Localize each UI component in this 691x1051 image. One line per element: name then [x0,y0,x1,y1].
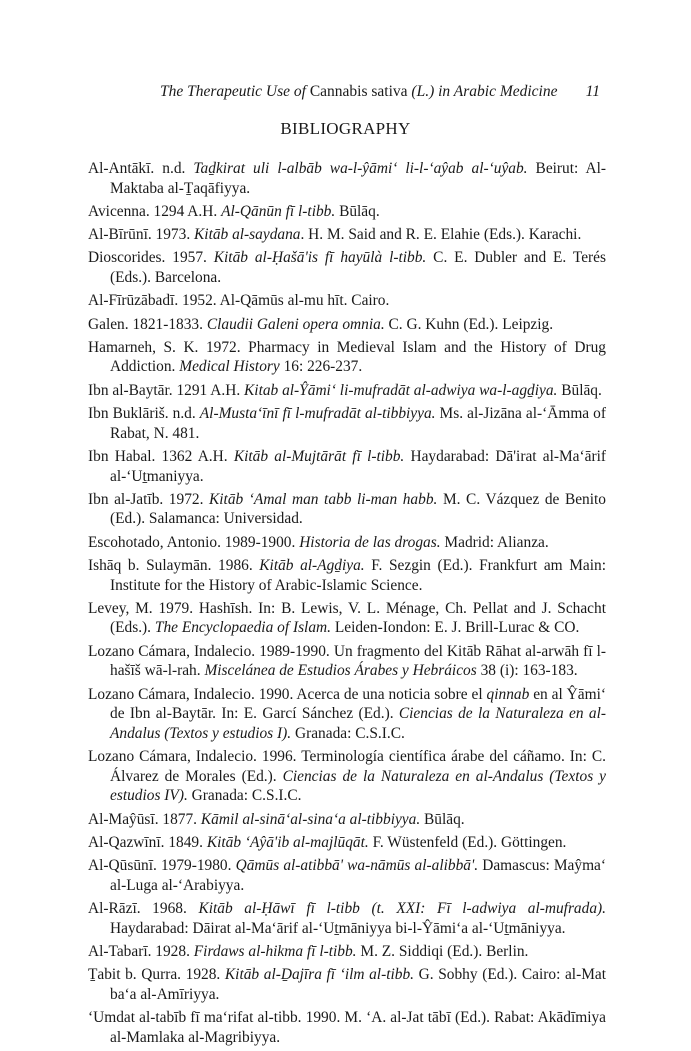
entry-text: Hamarneh, S. K. 1972. Pharmacy in Medieval Islam and the History of Drug Addiction. [88,338,606,376]
entry-title: Qāmūs al-atibbā' wa-nāmūs al-alibbā'. [235,857,479,875]
entry-title: Al-Qānūn fī l-tibb. [221,202,336,220]
bibliography-list [88,159,606,1051]
entry-text: Al-Antākī. n.d. [88,160,194,177]
entry-title: Kitāb al-Ḥāwī fī l-tibb (t. XXI: Fī l-adwiya al-mufrada). [198,899,606,917]
entry-text: Ṯabit b. Qurra. 1928. [88,966,225,984]
entry-title: Kitab al-Ŷāmi‘ li-mufradāt al-adwiya wa-l-agḏiya. [244,381,558,399]
entry-text: C. E. Dubler and E. Terés (Eds.). Barcelona. [110,249,606,287]
entry-text: Granada: C.S.I.C. [291,724,405,742]
entry-text: Lozano Cámara, Indalecio. 1990. Acerca de una noticia sobre el [88,685,487,703]
entry-text: ‘Umdat al-tabīb fī ma‘rifat al-tibb. 1990. M. ‘A. al-Jat tābī (Ed.). Rabat: Akādīmiya al-Mamlaka al-Magribiyya. [88,1008,606,1046]
entry-text: M. C. Vázquez de Benito (Ed.). Salamanca: Universidad. [110,490,606,528]
bibliography-entry [88,447,606,486]
entry-title: Kitāb al-Ḥašā'is fī hayūlà l-tibb. [213,249,427,267]
entry-text: en al Ŷāmi‘ de Ibn al-Baytār. In: E. Garcí Sánchez (Ed.). [110,685,606,723]
entry-text: Būlāq. [557,381,602,399]
entry-text: Madrid: Alianza. [440,533,549,551]
entry-title: Ciencias de la Naturaleza en al-Andalus (Textos y estudios IV). [110,767,606,805]
entry-text: M. Z. Siddiqi (Ed.). Berlin. [356,942,529,960]
entry-text: F. Sezgin (Ed.). Frankfurt am Main: Institute for the History of Arabic-Islamic Science. [110,556,606,594]
bibliography-entry [88,202,606,222]
entry-text: Ishāq b. Sulaymān. 1986. [88,556,260,574]
entry-text: 16: 226-237. [279,358,363,376]
entry-title: Kitāb al-Mujtārāt fī l-tibb. [233,447,405,465]
bibliography-entry [88,899,606,938]
bibliography-entry [88,810,606,830]
entry-text: Beirut: Al-Maktaba al-Ṯaqāfiyya. [110,160,606,197]
bibliography-entry [88,1008,606,1047]
entry-text: Ms. al-Jizāna al-‘Āmma of Rabat, N. 481. [110,405,606,442]
page-number: 11 [585,83,600,100]
bibliography-entry [88,599,606,638]
entry-text: Ibn Buklāriš. n.d. [88,405,200,423]
bibliography-entry [88,685,606,744]
entry-text: G. Sobhy (Ed.). Cairo: al-Mat ba‘a al-Amīriyya. [110,966,606,1003]
entry-text: Al-Maŷūsī. 1877. [88,810,201,828]
entry-text: Haydarabad: Dāirat al-Ma‘ārif al-‘Uṯmāniyya bi-l-Ŷāmi‘a al-‘Uṯmāniyya. [110,919,566,937]
entry-text: Al-Tabarī. 1928. [88,942,194,960]
entry-text: Escohotado, Antonio. 1989-1900. [88,533,300,551]
bibliography-entry [88,490,606,529]
entry-text: Lozano Cámara, Indalecio. 1996. Terminología científica árabe del cáñamo. In: C. Álvarez de Morales (Ed.). [88,748,606,785]
bibliography-entry [88,642,606,681]
entry-text: 38 (i): 163-183. [476,662,578,680]
entry-title: Al-Musta‘īnī fī l-mufradāt al-tibbiyya. [199,405,436,423]
entry-text: Damascus: Maŷma‘ al-Luga al-‘Arabiyya. [110,857,606,894]
entry-text: . H. M. Said and R. E. Elahie (Eds.). Karachi. [300,226,582,244]
entry-title: Miscelánea de Estudios Árabes y Hebráicos [204,662,477,680]
entry-title: The Encyclopaedia of Islam. [154,619,331,637]
bibliography-entry [88,404,606,443]
entry-text: Lozano Cámara, Indalecio. 1989-1990. Un fragmento del Kitāb Rāhat al-arwāh fī l-hašīš wā-l-rah. [88,642,606,680]
running-title-part: The Therapeutic Use of [160,83,310,100]
entry-title: Kitāb al-saydana [194,226,301,244]
entry-title: Historia de las drogas. [299,533,441,551]
running-title-part: (L.) in Arabic Medicine [407,83,558,100]
bibliography-entry [88,556,606,595]
bibliography-entry [88,833,606,853]
entry-text: Haydarabad: Dā'irat al-Ma‘ārif al-‘Uṯmaniyya. [110,447,606,485]
entry-title: Ciencias de la Naturaleza en al-Andalus (Textos y estudios I). [110,705,606,742]
entry-text: Granada: C.S.I.C. [187,787,302,805]
bibliography-entry [88,856,606,895]
entry-text: Al-Bīrūnī. 1973. [88,226,195,244]
entry-text: Ibn al-Baytār. 1291 A.H. [88,381,245,399]
entry-title: Kitāb al-Ḏajīra fī ‘ilm al-tibb. [224,966,415,984]
entry-text: Al-Fīrūzābadī. 1952. Al-Qāmūs al-mu hīt. Cairo. [88,292,390,310]
bibliography-entry [88,159,606,198]
running-title-species: Cannabis sativa [309,83,408,100]
bibliography-entry [88,291,606,311]
bibliography-entry [88,965,606,1004]
bibliography-entry [88,248,606,287]
entry-title: Kitāb al-Agḏiya. [259,556,365,574]
bibliography-entry [88,315,606,335]
bibliography-entry [88,225,606,245]
running-title [160,82,558,102]
section-heading: BIBLIOGRAPHY [280,119,411,138]
entry-title: qinnab [486,685,530,703]
bibliography-entry [88,747,606,806]
bibliography-entry [88,533,606,553]
entry-title: Kitāb ‘Amal man tabb li-man habb. [209,490,438,508]
bibliography-entry [88,381,606,401]
entry-text: F. Wüstenfeld (Ed.). Göttingen. [368,833,567,851]
entry-text: Avicenna. 1294 A.H. [88,202,222,220]
entry-text: Al-Rāzī. 1968. [88,899,199,917]
entry-text: Būlāq. [420,810,465,828]
entry-text: Būlāq. [335,202,380,220]
entry-text: Levey, M. 1979. Hashīsh. In: B. Lewis, V. L. Ménage, Ch. Pellat and J. Schacht (Eds.). [88,599,606,637]
entry-title: Taḏkirat uli l-albāb wa-l-ŷāmi‘ li-l-‘aŷab al-‘uŷab. [193,160,528,177]
entry-text: Ibn al-Jatīb. 1972. [88,490,210,508]
entry-text: Dioscorides. 1957. [88,249,214,267]
entry-text: Galen. 1821-1833. [88,315,207,333]
bibliography-entry [88,338,606,377]
entry-text: Leiden-Iondon: E. J. Brill-Lurac & CO. [331,619,580,637]
entry-text: Al-Qūsūnī. 1979-1980. [88,857,236,875]
entry-text: C. G. Kuhn (Ed.). Leipzig. [384,315,554,333]
entry-title: Kitāb ‘Aŷā'ib al-majlūqāt. [206,833,369,851]
entry-title: Firdaws al-hikma fī l-tibb. [193,942,357,960]
entry-text: Ibn Habal. 1362 A.H. [88,447,234,465]
entry-text: Al-Qazwīnī. 1849. [88,833,207,851]
entry-title: Kāmil al-sinā‘al-sina‘a al-tibbiyya. [200,810,421,828]
bibliography-entry [88,942,606,962]
entry-title: Medical History [179,358,280,376]
entry-title: Claudii Galeni opera omnia. [206,315,385,333]
